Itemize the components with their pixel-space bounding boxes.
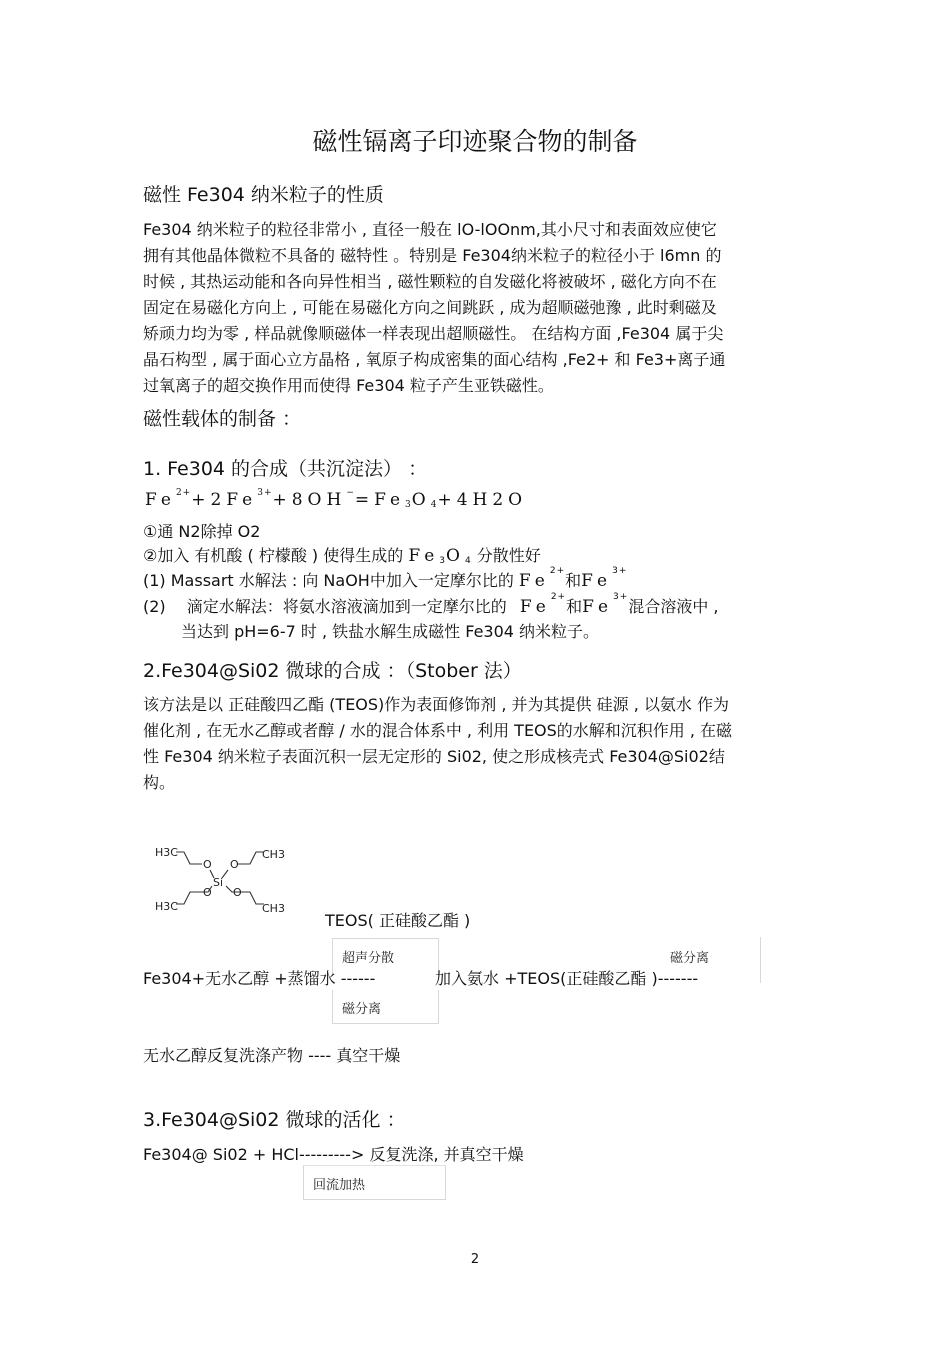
svg-text:CH3: CH3 bbox=[262, 848, 285, 861]
svg-text:H3C: H3C bbox=[155, 900, 178, 913]
page-number: 2 bbox=[470, 1252, 480, 1267]
flow-box-magnetic-top: 磁分离 bbox=[640, 937, 761, 983]
flow-box-magnetic-bottom: 磁分离 bbox=[332, 990, 439, 1024]
svg-text:H3C: H3C bbox=[155, 846, 178, 859]
paragraph-line: 时候 , 其热运动能和各向异性相当 , 磁性颗粒的自发磁化将被破坏 , 磁化方向不在 bbox=[143, 272, 717, 291]
flow-line-1: Fe304+无水乙醇 +蒸馏水 ------ bbox=[143, 969, 376, 988]
svg-text:O: O bbox=[230, 858, 239, 871]
note-nitrogen: ①通 N2除掉 O2 bbox=[143, 522, 261, 541]
flow-line-1b: 加入氨水 +TEOS(正硅酸乙酯 )------- bbox=[435, 969, 699, 988]
svg-text:O: O bbox=[233, 886, 242, 899]
note-organic-acid: ②加入 有机酸 ( 柠檬酸 ) 使得生成的 Fe3O4 分散性好 bbox=[143, 546, 541, 566]
teos-caption: TEOS( 正硅酸乙酯 ) bbox=[325, 911, 471, 930]
paragraph-line: 拥有其他晶体微粒不具备的 磁特性 。特别是 Fe304纳米粒子的粒径小于 l6mn 的 bbox=[143, 246, 722, 265]
svg-text:O: O bbox=[203, 886, 212, 899]
method-titration: (2) 滴定水解法：将氨水溶液滴加到一定摩尔比的 $Fe^{2+}$和$Fe^{3+}$混合溶液中 , bbox=[143, 592, 719, 617]
paragraph-line: 晶石构型 , 属于面心立方晶格 , 氧原子构成密集的面心结构 ,Fe2+ 和 Fe3+离子通 bbox=[143, 350, 726, 369]
section-heading-carrier-prep: 磁性载体的制备 ： bbox=[143, 408, 302, 430]
method-titration-line2: 当达到 pH=6-7 时 , 铁盐水解生成磁性 Fe304 纳米粒子。 bbox=[181, 622, 600, 641]
flow-box-reflux: 回流加热 bbox=[303, 1165, 446, 1200]
paragraph-line: 构。 bbox=[143, 773, 176, 792]
activation-line: Fe304@ Si02 + HCl---------> 反复洗涤, 并真空干燥 bbox=[143, 1145, 524, 1164]
paragraph-line: Fe304 纳米粒子的粒径非常小 , 直径一般在 lO-lOOnm,其小尺寸和表面效应使它 bbox=[143, 220, 717, 239]
section-heading-fe3o4-properties: 磁性 Fe304 纳米粒子的性质 bbox=[143, 184, 384, 206]
page-title: 磁性镉离子印迹聚合物的制备 bbox=[312, 127, 638, 156]
svg-text:CH3: CH3 bbox=[262, 902, 285, 915]
paragraph-line: 该方法是以 正硅酸四乙酯 (TEOS)作为表面修饰剂 , 并为其提供 硅源 , 以氨水 作为 bbox=[143, 695, 729, 714]
svg-text:O: O bbox=[203, 858, 212, 871]
subheading-fe3o4-synthesis: 1. Fe304 的合成（共沉淀法） ： bbox=[143, 458, 428, 480]
paragraph-line: 矫顽力均为零 , 样品就像顺磁体一样表现出超顺磁性。 在结构方面 ,Fe304 属于尖 bbox=[143, 324, 724, 343]
paragraph-line: 催化剂 , 在无水乙醇或者醇 / 水的混合体系中 , 利用 TEOS的水解和沉积作用 , 在磁 bbox=[143, 721, 733, 740]
paragraph-stober bbox=[143, 692, 811, 796]
paragraph-properties bbox=[143, 217, 811, 399]
paragraph-line: 固定在易磁化方向上 , 可能在易磁化方向之间跳跃 , 成为超顺磁弛豫 , 此时剩磁及 bbox=[143, 298, 717, 317]
chemical-equation: $Fe^{2+}+2Fe^{3+}+8OH^-=Fe3O4+4H2O$ bbox=[145, 488, 528, 510]
teos-structure-diagram bbox=[150, 838, 295, 918]
subheading-activation: 3.Fe304@Si02 微球的活化 ： bbox=[143, 1109, 406, 1131]
flow-line-2: 无水乙醇反复洗涤产物 ---- 真空干燥 bbox=[143, 1046, 401, 1065]
method-massart: (1) Massart 水解法 : 向 NaOH中加入一定摩尔比的 $Fe^{2+}$和$Fe^{3+}$ bbox=[143, 566, 628, 591]
flow-box-ultrasonic: 超声分散 bbox=[332, 938, 439, 975]
subheading-sio2-synthesis: 2.Fe304@Si02 微球的合成 ：（Stober 法） bbox=[143, 660, 522, 682]
paragraph-line: 性 Fe304 纳米粒子表面沉积一层无定形的 Si02, 使之形成核壳式 Fe304@Si02结 bbox=[143, 747, 725, 766]
paragraph-line: 过氧离子的超交换作用而使得 Fe304 粒子产生亚铁磁性。 bbox=[143, 376, 554, 395]
svg-text:Si: Si bbox=[213, 876, 224, 889]
